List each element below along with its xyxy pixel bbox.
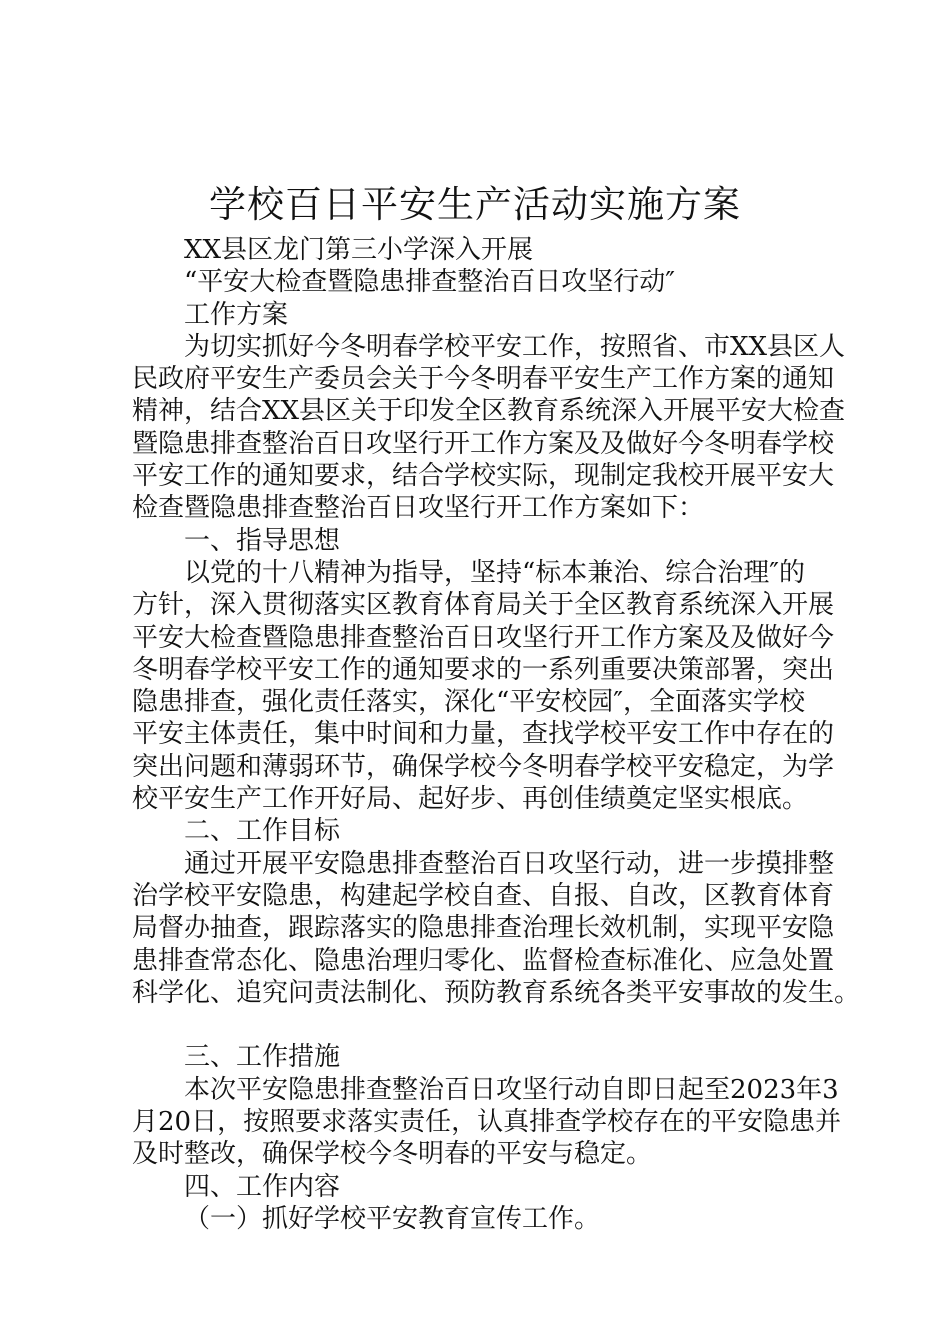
paragraph-line: 平安大检查暨隐患排查整治百日攻坚行开工作方案及及做好今 xyxy=(132,622,835,653)
section-heading: 三、工作措施 xyxy=(184,1042,341,1073)
paragraph-line: 通过开展平安隐患排查整治百日攻坚行动，进一步摸排整 xyxy=(184,848,835,879)
paragraph-line: 隐患排查，强化责任落实，深化“平安校园″，全面落实学校 xyxy=(132,687,806,718)
paragraph-line: 及时整改，确保学校今冬明春的平安与稳定。 xyxy=(132,1139,653,1170)
document-body xyxy=(132,234,861,1235)
paragraph-line: 为切实抓好今冬明春学校平安工作，按照省、市XX县区人 xyxy=(184,331,846,362)
paragraph-line: 校平安生产工作开好局、起好步、再创佳绩奠定坚实根底。 xyxy=(132,784,809,815)
paragraph-line: 冬明春学校平安工作的通知要求的一系列重要决策部署，突出 xyxy=(132,654,835,685)
paragraph-line: 暨隐患排查整治百日攻坚行开工作方案及及做好今冬明春学校 xyxy=(132,428,835,459)
paragraph-line: 本次平安隐患排查整治百日攻坚行动自即日起至2023年3 xyxy=(184,1074,839,1105)
paragraph-line: 民政府平安生产委员会关于今冬明春平安生产工作方案的通知 xyxy=(132,364,835,395)
subtitle-line: “平安大检查暨隐患排查整治百日攻坚行动″ xyxy=(184,267,676,298)
section-heading: 四、工作内容 xyxy=(184,1171,341,1202)
subtitle-line: XX县区龙门第三小学深入开展 xyxy=(184,235,534,265)
subtitle-line: 工作方案 xyxy=(184,299,289,330)
paragraph-spacer xyxy=(132,1009,832,1041)
paragraph-line: 方针，深入贯彻落实区教育体育局关于全区教育系统深入开展 xyxy=(132,590,835,621)
section-heading: 二、工作目标 xyxy=(184,816,341,847)
paragraph-line: 平安主体责任，集中时间和力量，查找学校平安工作中存在的 xyxy=(132,719,835,750)
section-heading: 一、指导思想 xyxy=(184,525,341,556)
document-title: 学校百日平安生产活动实施方案 xyxy=(209,183,741,226)
paragraph-line: 科学化、追究问责法制化、预防教育系统各类平安事故的发生。 xyxy=(132,977,861,1008)
paragraph-line: 患排查常态化、隐患治理归零化、监督检查标准化、应急处置 xyxy=(132,945,835,976)
paragraph-line: 突出问题和薄弱环节，确保学校今冬明春学校平安稳定，为学 xyxy=(132,751,835,782)
paragraph-line: 治学校平安隐患，构建起学校自查、自报、自改，区教育体育 xyxy=(132,880,835,911)
paragraph-line: 平安工作的通知要求，结合学校实际，现制定我校开展平安大 xyxy=(132,461,835,492)
paragraph-line: 以党的十八精神为指导，坚持“标本兼治、综合治理″的 xyxy=(184,557,806,588)
sub-section-heading: （一）抓好学校平安教育宣传工作。 xyxy=(184,1203,601,1234)
paragraph-line: 精神，结合XX县区关于印发全区教育系统深入开展平安大检查 xyxy=(132,396,846,427)
paragraph-line: 检查暨隐患排查整治百日攻坚行开工作方案如下： xyxy=(132,493,705,524)
paragraph-line: 月20日，按照要求落实责任，认真排查学校存在的平安隐患并 xyxy=(132,1107,842,1138)
paragraph-line: 局督办抽查，跟踪落实的隐患排查治理长效机制，实现平安隐 xyxy=(132,913,835,944)
